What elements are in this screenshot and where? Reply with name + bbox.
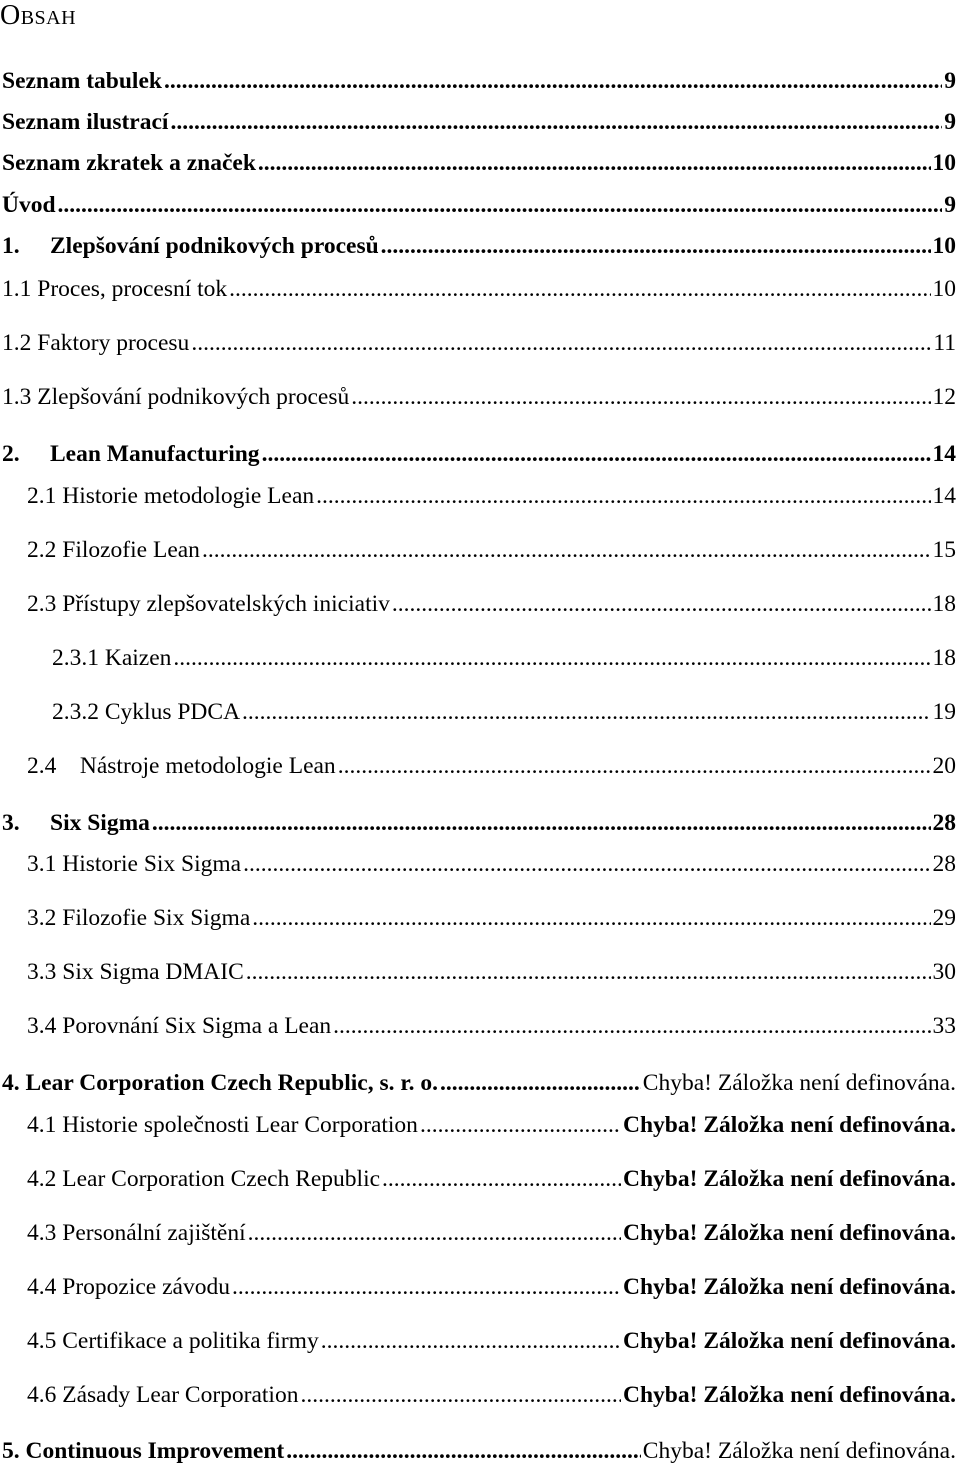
toc-entry[interactable] — [27, 957, 956, 987]
toc-entry-label: 3.2 Filozofie Six Sigma — [27, 905, 251, 931]
toc-entry-label: 3.3 Six Sigma DMAIC — [27, 959, 244, 985]
toc-entry-page: 9 — [944, 68, 956, 94]
toc-entry-page: 19 — [932, 699, 956, 725]
toc-entry-page: 33 — [932, 1013, 956, 1039]
leader-dots — [58, 190, 943, 220]
toc-entry[interactable] — [27, 1218, 956, 1248]
toc-entry-label: 4.6 Zásady Lear Corporation — [27, 1382, 299, 1408]
toc-entry-page: Chyba! Záložka není definována. — [642, 1070, 956, 1096]
toc-entry[interactable] — [2, 328, 956, 358]
toc-entry-number: 1. — [2, 233, 20, 259]
leader-dots — [246, 957, 931, 987]
toc-entry-label: 4.3 Personální zajištění — [27, 1220, 246, 1246]
leader-dots — [243, 849, 930, 879]
toc-entry-page: 9 — [944, 109, 956, 135]
leader-dots — [248, 1218, 621, 1248]
toc-entry-label: 1.2 Faktory procesu — [2, 330, 190, 356]
toc-entry-label: 1.3 Zlepšování podnikových procesů — [2, 384, 350, 410]
leader-dots — [262, 439, 931, 469]
toc-entry-text: Six Sigma — [50, 810, 150, 836]
leader-dots — [440, 1068, 641, 1098]
toc-entry[interactable] — [52, 697, 956, 727]
toc-entry-label: 3.1 Historie Six Sigma — [27, 851, 242, 877]
toc-entry[interactable] — [27, 1164, 956, 1194]
toc-entry[interactable] — [27, 1380, 956, 1410]
leader-dots — [152, 808, 931, 838]
toc-entry-label — [2, 231, 379, 261]
toc-entry-label — [2, 808, 150, 838]
leader-dots — [164, 66, 942, 96]
toc-entry-page: 10 — [932, 150, 956, 176]
toc-entry-label: 2.2 Filozofie Lean — [27, 537, 200, 563]
toc-entry-page: 14 — [932, 441, 956, 467]
toc-entry-page: 9 — [944, 192, 956, 218]
leader-dots — [420, 1110, 621, 1140]
leader-dots — [258, 148, 931, 178]
toc-entry-label: 4. Lear Corporation Czech Republic, s. r. o. — [2, 1070, 439, 1096]
toc-entry-page: 14 — [932, 483, 956, 509]
toc-entry[interactable] — [2, 148, 956, 178]
toc-entry-page: 12 — [932, 384, 956, 410]
toc-entry-label: 2.3.1 Kaizen — [52, 645, 172, 671]
toc-entry[interactable] — [27, 535, 956, 565]
leader-dots — [170, 107, 942, 137]
toc-entry[interactable] — [2, 439, 956, 469]
toc-entry-label: Seznam tabulek — [2, 68, 162, 94]
toc-entry-label: Úvod — [2, 192, 56, 218]
toc-entry-page: 18 — [932, 645, 956, 671]
toc-title: Obsah — [0, 0, 77, 31]
toc-entry-label: 2.3.2 Cyklus PDCA — [52, 699, 241, 725]
toc-entry[interactable] — [2, 231, 956, 261]
toc-entry[interactable] — [27, 849, 956, 879]
toc-entry-page: Chyba! Záložka není definována. — [623, 1220, 956, 1246]
leader-dots — [300, 1380, 621, 1410]
toc-entry[interactable] — [2, 1436, 956, 1466]
leader-dots — [382, 1164, 621, 1194]
toc-entry-page: 28 — [932, 810, 956, 836]
leader-dots — [252, 903, 930, 933]
toc-entry-page: Chyba! Záložka není definována. — [623, 1274, 956, 1300]
toc-entry-page: Chyba! Záložka není definována. — [642, 1438, 956, 1464]
leader-dots — [191, 328, 931, 358]
toc-entry[interactable] — [2, 274, 956, 304]
leader-dots — [333, 1011, 930, 1041]
toc-entry-label: 2.1 Historie metodologie Lean — [27, 483, 315, 509]
toc-entry-number: 2. — [2, 441, 20, 467]
toc-entry[interactable] — [2, 107, 956, 137]
toc-entry-page: 10 — [932, 276, 956, 302]
toc-entry-page: Chyba! Záložka není definována. — [623, 1166, 956, 1192]
toc-entry-label — [2, 439, 260, 469]
toc-entry[interactable] — [2, 1068, 956, 1098]
toc-entry[interactable] — [27, 1011, 956, 1041]
toc-entry-label: 4.1 Historie společnosti Lear Corporation — [27, 1112, 418, 1138]
toc-entry[interactable] — [2, 66, 956, 96]
toc-entry-page: Chyba! Záložka není definována. — [623, 1382, 956, 1408]
toc-entry[interactable] — [27, 481, 956, 511]
toc-entry-page: 11 — [933, 330, 956, 356]
toc-entry-page: 15 — [932, 537, 956, 563]
toc-entry-number: 3. — [2, 810, 20, 836]
leader-dots — [321, 1326, 621, 1356]
toc-entry-page: 29 — [932, 905, 956, 931]
toc-entry-label: 4.2 Lear Corporation Czech Republic — [27, 1166, 381, 1192]
toc-entry-page: 20 — [932, 753, 956, 779]
toc-entry[interactable] — [27, 1326, 956, 1356]
toc-entry[interactable] — [27, 751, 956, 781]
leader-dots — [316, 481, 930, 511]
toc-entry[interactable] — [52, 643, 956, 673]
leader-dots — [242, 697, 930, 727]
toc-entry[interactable] — [2, 382, 956, 412]
toc-entry-text: Zlepšování podnikových procesů — [50, 233, 379, 259]
leader-dots — [392, 589, 931, 619]
toc-entry-page: 30 — [932, 959, 956, 985]
toc-entry-page: Chyba! Záložka není definována. — [623, 1112, 956, 1138]
toc-entry[interactable] — [2, 190, 956, 220]
leader-dots — [351, 382, 930, 412]
toc-entry-page: 18 — [932, 591, 956, 617]
toc-entry-label: Seznam zkratek a značek — [2, 150, 256, 176]
toc-entry[interactable] — [2, 808, 956, 838]
leader-dots — [202, 535, 931, 565]
leader-dots — [286, 1436, 641, 1466]
toc-entry-label: 3.4 Porovnání Six Sigma a Lean — [27, 1013, 332, 1039]
toc-entry-label: 4.4 Propozice závodu — [27, 1274, 230, 1300]
toc-entry[interactable] — [27, 1110, 956, 1140]
toc-entry-label: 4.5 Certifikace a politika firmy — [27, 1328, 319, 1354]
leader-dots — [229, 274, 930, 304]
leader-dots — [338, 751, 931, 781]
toc-entry-text: Lean Manufacturing — [50, 441, 260, 467]
toc-entry-page: 28 — [932, 851, 956, 877]
toc-entry-label: 5. Continuous Improvement — [2, 1438, 285, 1464]
toc-entry[interactable] — [27, 589, 956, 619]
leader-dots — [173, 643, 930, 673]
toc-entry-page: Chyba! Záložka není definována. — [623, 1328, 956, 1354]
toc-entry-label: 2.4 Nástroje metodologie Lean — [27, 753, 336, 779]
leader-dots — [232, 1272, 621, 1302]
toc-entry-label: 1.1 Proces, procesní tok — [2, 276, 228, 302]
toc-entry-label: Seznam ilustrací — [2, 109, 169, 135]
toc-entry-page: 10 — [932, 233, 956, 259]
toc-entry[interactable] — [27, 1272, 956, 1302]
toc-entry[interactable] — [27, 903, 956, 933]
leader-dots — [381, 231, 931, 261]
toc-entry-label: 2.3 Přístupy zlepšovatelských iniciativ — [27, 591, 390, 617]
